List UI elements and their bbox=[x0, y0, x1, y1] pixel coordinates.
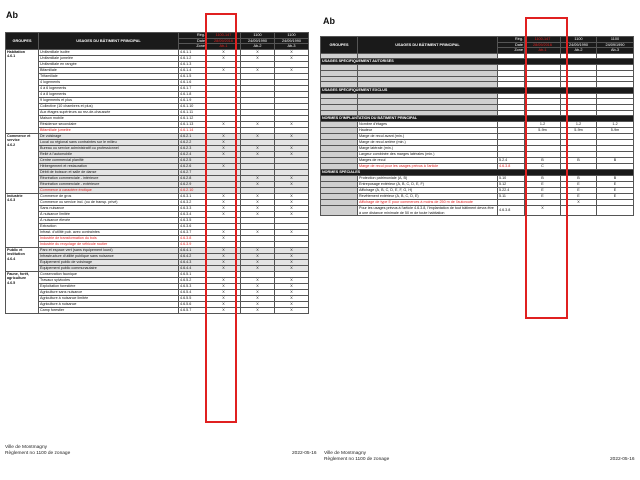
usage-name: Extraction bbox=[39, 223, 179, 229]
usage-name: Exploitation forestière bbox=[39, 283, 179, 289]
zone-mark: X bbox=[207, 295, 241, 301]
zone-mark: X bbox=[207, 301, 241, 307]
group-name bbox=[6, 193, 39, 247]
zone-mark: X bbox=[275, 175, 309, 181]
zone-mark: X bbox=[207, 49, 241, 55]
group-name bbox=[6, 133, 39, 193]
right-zone-ab1-name: Ab-1 bbox=[525, 48, 561, 54]
zone-mark: X bbox=[275, 265, 309, 271]
zone-mark: X bbox=[241, 175, 275, 181]
speciales-section-title: NORMES SPÉCIALES bbox=[321, 170, 634, 176]
zone-mark: X bbox=[241, 289, 275, 295]
article-ref: 4.6.1.4 bbox=[179, 67, 207, 73]
article-ref: 4.6.1.14 bbox=[179, 127, 207, 133]
zone-mark: X bbox=[207, 277, 241, 283]
zone-ab2-date: 24/09/1990 bbox=[241, 38, 275, 44]
right-footer bbox=[324, 451, 389, 463]
article-ref: 4.6.1.2 bbox=[179, 55, 207, 61]
usage-name: Trifamiliale bbox=[39, 73, 179, 79]
article-ref: 4.6.3.3 bbox=[179, 205, 207, 211]
zone-mark: X bbox=[275, 193, 309, 199]
zone-mark bbox=[597, 206, 634, 216]
article-ref: 4.6.1.8 bbox=[179, 91, 207, 97]
norm-name: Entreposage extérieur (A, B, C, D, E, F) bbox=[358, 182, 498, 188]
usage-name: Unifamiliale isolée bbox=[39, 49, 179, 55]
article-ref: 4.6.4.1 bbox=[179, 247, 207, 253]
zone-ab3-number: 1100 bbox=[275, 33, 309, 39]
usage-name: Infrastructure d'utilité publique sans nuisance bbox=[39, 253, 179, 259]
zone-mark: X bbox=[241, 205, 275, 211]
zone-ab1-name: Ab-1 bbox=[207, 44, 241, 50]
group-article: 4.6.5 bbox=[7, 280, 16, 285]
date-label: Date bbox=[179, 38, 207, 44]
article-ref: 4.6.4.4 bbox=[179, 265, 207, 271]
zone-mark: E bbox=[597, 188, 634, 194]
right-norms-table bbox=[320, 36, 634, 216]
zone-mark: X bbox=[241, 151, 275, 157]
zone-mark: X bbox=[241, 253, 275, 259]
zone-mark: X bbox=[207, 247, 241, 253]
zone-mark: X bbox=[275, 247, 309, 253]
article-ref: 4.6.1.5 bbox=[179, 73, 207, 79]
usages-header: USAGES DU BÂTIMENT PRINCIPAL bbox=[39, 33, 179, 50]
group-label: Industrie bbox=[7, 193, 23, 198]
usage-name: Récréation commerciale - extérieure bbox=[39, 181, 179, 187]
right-zone-label: Zone bbox=[498, 48, 525, 54]
zone-mark: X bbox=[275, 67, 309, 73]
excluded-section-title: USAGES SPÉCIFIQUEMENT EXCLUS bbox=[321, 87, 634, 93]
zone-mark: 5-9m bbox=[597, 128, 634, 134]
usage-name: Relié à l'automobile bbox=[39, 151, 179, 157]
zone-mark: X bbox=[241, 301, 275, 307]
usage-name: Industrie du recyclage de véhicule routier bbox=[39, 241, 179, 247]
article-ref: 4.6.3.7 bbox=[179, 229, 207, 235]
norm-name: Revêtement extérieur (A, B, C, D, E) bbox=[358, 194, 498, 200]
zone-mark: X bbox=[241, 49, 275, 55]
usage-name: Industrie de transformation du bois bbox=[39, 235, 179, 241]
article-ref: 4.6.3.8 bbox=[179, 235, 207, 241]
right-footer-doc: Règlement no 1100 de zonage bbox=[324, 457, 390, 462]
zone-mark: 1-2 bbox=[597, 122, 634, 128]
norm-name: Marges de recul bbox=[358, 158, 498, 164]
right-zone-ab1-highlight-box bbox=[525, 17, 568, 319]
article-ref: 4.6.2.5 bbox=[179, 157, 207, 163]
zone-mark: X bbox=[275, 55, 309, 61]
zone-mark: 1-2 bbox=[561, 122, 597, 128]
right-zone-ab1-date: 28/09/2016 bbox=[525, 42, 561, 48]
article-ref: 4.6.2.4 bbox=[179, 151, 207, 157]
zone-mark: X bbox=[275, 301, 309, 307]
right-footer-city: Ville de Montmagny bbox=[324, 451, 367, 456]
left-footer bbox=[5, 445, 70, 457]
right-reg-label: Rég. bbox=[498, 37, 525, 43]
zone-mark: X bbox=[207, 265, 241, 271]
zone-mark: E bbox=[561, 182, 597, 188]
right-zone-ab2-date: 24/09/1990 bbox=[561, 42, 597, 48]
footer-city: Ville de Montmagny bbox=[5, 445, 48, 450]
zone-mark: X bbox=[561, 200, 597, 206]
zone-mark: X bbox=[241, 247, 275, 253]
article-ref: 4.6.2.7 bbox=[179, 169, 207, 175]
usage-name: Local ou régional sans contraintes sur le milieu bbox=[39, 139, 179, 145]
special-note-row bbox=[321, 206, 634, 216]
zone-ab3-date: 24/09/1990 bbox=[275, 38, 309, 44]
norm-name: Pour les usages prévus à l'article 4.6.3.8, l'implantation de tout bâtiment devra être à une distance minimale de 50 m de toute habitation bbox=[358, 206, 498, 216]
zone-mark: E bbox=[525, 188, 561, 194]
norm-name: Nombre d'étages bbox=[358, 122, 498, 128]
zone-ab2-number: 1100 bbox=[241, 33, 275, 39]
usage-name: Bureau ou service administratif ou professionnel bbox=[39, 145, 179, 151]
article-ref: 4.6.5.7 bbox=[179, 307, 207, 313]
zone-label: Zone bbox=[179, 44, 207, 50]
right-footer-date: 2022-05-16 bbox=[610, 457, 635, 462]
group-name bbox=[6, 271, 39, 313]
group-label: Faune, forêt, agriculture bbox=[7, 271, 30, 281]
article-ref: 5.22.4 bbox=[498, 188, 525, 194]
zone-mark: X bbox=[207, 205, 241, 211]
article-ref: 4.6.3.4 bbox=[179, 211, 207, 217]
usage-name: Agriculture à nuisance bbox=[39, 301, 179, 307]
article-ref: 4.6.5.3 bbox=[179, 283, 207, 289]
article-ref: 4.6.1.9 bbox=[179, 97, 207, 103]
group-label: Public et institution bbox=[7, 247, 25, 257]
zone-mark: E bbox=[597, 182, 634, 188]
zone-mark: X bbox=[275, 253, 309, 259]
zone-mark: E bbox=[561, 188, 597, 194]
article-ref: 4.6.1.1 bbox=[179, 49, 207, 55]
zone-mark: X bbox=[207, 211, 241, 217]
article-ref: 4.6.3.9 bbox=[179, 241, 207, 247]
zone-mark: X bbox=[207, 259, 241, 265]
zone-ab1-date: 28/09/2016 bbox=[207, 38, 241, 44]
zone-mark: X bbox=[275, 229, 309, 235]
zone-mark: X bbox=[207, 283, 241, 289]
usage-name: Agriculture à nuisance limitée bbox=[39, 295, 179, 301]
article-ref: 4.6.1.12 bbox=[179, 115, 207, 121]
zone-ab2-name: Ab-2 bbox=[241, 44, 275, 50]
zone-ab3-name: Ab-3 bbox=[275, 44, 309, 50]
zone-mark: X bbox=[275, 121, 309, 127]
zone-mark: E bbox=[561, 194, 597, 200]
group-article: 4.6.1 bbox=[7, 54, 16, 59]
reg-label: Rég. bbox=[179, 33, 207, 39]
usage-name: Centre commercial planifié bbox=[39, 157, 179, 163]
article-ref: 4.6.2.8 bbox=[179, 175, 207, 181]
usage-name: Agriculture sans nuisance bbox=[39, 289, 179, 295]
norm-name: Marge de recul pour les usages prévus à l'article bbox=[358, 164, 498, 170]
zone-mark: 5-9m bbox=[561, 128, 597, 134]
zone-mark: X bbox=[275, 181, 309, 187]
zone-mark: X bbox=[275, 307, 309, 313]
usage-name: Travaux sylvicoles bbox=[39, 277, 179, 283]
right-usages-header: USAGES DU BÂTIMENT PRINCIPAL bbox=[358, 37, 498, 54]
zone-mark: X bbox=[207, 229, 241, 235]
zone-mark: B bbox=[597, 158, 634, 164]
zone-mark: X bbox=[275, 259, 309, 265]
article-ref: 4.6.2.6 bbox=[179, 163, 207, 169]
zone-mark: B bbox=[525, 158, 561, 164]
zone-mark: 5-9m bbox=[525, 128, 561, 134]
zone-mark: E bbox=[525, 194, 561, 200]
article-ref: 4.6.2.9 bbox=[179, 181, 207, 187]
normes-section-title: NORMES D'IMPLANTATION DU BÂTIMENT PRINCIPAL bbox=[321, 116, 634, 122]
article-ref: 4.6.3.8 bbox=[498, 206, 525, 216]
article-ref: 5.10 bbox=[498, 176, 525, 182]
article-ref: 4.6.5.1 bbox=[179, 271, 207, 277]
article-ref: 4.6.5.6 bbox=[179, 301, 207, 307]
zone-ab1-highlight-box bbox=[205, 13, 237, 423]
zone-mark: X bbox=[275, 151, 309, 157]
zone-mark: X bbox=[241, 295, 275, 301]
zone-mark: X bbox=[241, 265, 275, 271]
zone-mark: X bbox=[275, 283, 309, 289]
article-ref: 4.6.5.4 bbox=[179, 289, 207, 295]
right-zone-ab2-name: Ab-2 bbox=[561, 48, 597, 54]
zone-mark: X bbox=[241, 259, 275, 265]
zone-mark: E bbox=[525, 182, 561, 188]
norm-name: Affichage de type E pour commerces à moins de 250 m de l'autoroute bbox=[358, 200, 498, 206]
right-zone-ab2-number: 1100 bbox=[561, 37, 597, 43]
right-page bbox=[320, 0, 640, 480]
usage-name: Maison mobile bbox=[39, 115, 179, 121]
zone-mark: X bbox=[207, 67, 241, 73]
usage-name: Unifamiliale jumelée bbox=[39, 55, 179, 61]
zone-mark: B bbox=[561, 158, 597, 164]
right-zone-ab3-date: 24/09/1990 bbox=[597, 42, 634, 48]
zone-mark: X bbox=[207, 163, 241, 169]
left-zone-code: Ab bbox=[6, 10, 18, 20]
article-ref: 4.6.3.6 bbox=[179, 223, 207, 229]
zone-mark: X bbox=[275, 211, 309, 217]
group-article: 4.6.4 bbox=[7, 256, 16, 261]
zone-mark: 1-2 bbox=[525, 122, 561, 128]
zone-mark: X bbox=[275, 133, 309, 139]
norm-name: Protection patrimoniale (A, B) bbox=[358, 176, 498, 182]
zone-mark: X bbox=[207, 139, 241, 145]
right-zone-ab3-number: 1100 bbox=[597, 37, 634, 43]
usage-name: Débit de boisson et salle de danse bbox=[39, 169, 179, 175]
usage-name: Parc et espace vert (sans équipement lourd) bbox=[39, 247, 179, 253]
article-ref: 4.6.1.10 bbox=[179, 103, 207, 109]
usage-name: 9 logements et plus bbox=[39, 97, 179, 103]
zone-mark: X bbox=[241, 211, 275, 217]
usage-name: Commerce à caractère érotique bbox=[39, 187, 179, 193]
zone-ab1-number: 1100-147 bbox=[207, 33, 241, 39]
usage-name: Camp forestier bbox=[39, 307, 179, 313]
zone-mark: X bbox=[241, 133, 275, 139]
zone-mark: E bbox=[597, 194, 634, 200]
usage-name: Équipement public communautaire bbox=[39, 265, 179, 271]
article-ref: 4.6.3.2 bbox=[179, 199, 207, 205]
zone-mark: X bbox=[207, 121, 241, 127]
group-article: 4.6.2 bbox=[7, 142, 16, 147]
article-ref: 4.6.4.3 bbox=[179, 259, 207, 265]
usage-name: 4 logements bbox=[39, 79, 179, 85]
zone-mark: X bbox=[275, 145, 309, 151]
article-ref: 4.6.1.11 bbox=[179, 109, 207, 115]
zone-mark: X bbox=[275, 277, 309, 283]
usage-name: De voisinage bbox=[39, 133, 179, 139]
zone-mark: X bbox=[241, 307, 275, 313]
usage-name: Conservation faunique bbox=[39, 271, 179, 277]
left-footer-date: 2022-05-16 bbox=[292, 451, 317, 456]
article-ref: 4.6.2.2 bbox=[179, 139, 207, 145]
article-ref: 4.6.3.5 bbox=[179, 217, 207, 223]
article-ref: 4.6.1.13 bbox=[179, 121, 207, 127]
usage-name: 4 à 6 logements bbox=[39, 85, 179, 91]
article-ref: 4.6.5.2 bbox=[179, 277, 207, 283]
zone-mark: X bbox=[207, 253, 241, 259]
zone-mark: X bbox=[241, 55, 275, 61]
usage-name: Résidence secondaire bbox=[39, 121, 179, 127]
zone-mark: X bbox=[207, 133, 241, 139]
group-name bbox=[6, 49, 39, 133]
usage-name: Unifamiliale en rangée bbox=[39, 61, 179, 67]
zone-mark: X bbox=[275, 295, 309, 301]
group-label: Commerce et service bbox=[7, 133, 31, 143]
zone-mark: B bbox=[561, 176, 597, 182]
article-ref: 4.6.5.5 bbox=[179, 295, 207, 301]
zone-mark: B bbox=[525, 176, 561, 182]
left-usage-table bbox=[5, 32, 309, 314]
right-zone-ab3-name: Ab-3 bbox=[597, 48, 634, 54]
group-label: Habitation bbox=[7, 49, 26, 54]
norm-name: Marge de recul avant (min.) bbox=[358, 134, 498, 140]
groupes-header: GROUPES bbox=[6, 33, 39, 50]
zone-mark: X bbox=[207, 193, 241, 199]
zone-mark: X bbox=[275, 289, 309, 295]
group-article: 4.6.3 bbox=[7, 198, 16, 203]
norm-name: Hauteur bbox=[358, 128, 498, 134]
norm-name: Largeur combinée des marges latérales (min.) bbox=[358, 152, 498, 158]
article-ref: 4.6.3.8 bbox=[498, 164, 525, 170]
article-ref: 4.6.4.2 bbox=[179, 253, 207, 259]
usage-row bbox=[6, 307, 309, 313]
right-date-label: Date bbox=[498, 42, 525, 48]
norm-name: Marge de recul arrière (min.) bbox=[358, 140, 498, 146]
zone-mark: X bbox=[275, 199, 309, 205]
zone-mark: X bbox=[241, 145, 275, 151]
zone-mark: X bbox=[207, 235, 241, 241]
zone-mark: X bbox=[241, 121, 275, 127]
zone-mark: X bbox=[207, 307, 241, 313]
zone-mark: X bbox=[275, 49, 309, 55]
zone-mark: X bbox=[207, 289, 241, 295]
usage-name: Équipement public de voisinage bbox=[39, 259, 179, 265]
usage-name: Sans nuisance bbox=[39, 205, 179, 211]
usage-name: À nuisance élevée bbox=[39, 217, 179, 223]
empty-cell bbox=[321, 206, 358, 216]
zone-mark: X bbox=[525, 206, 561, 216]
norm-name: Affichage (A, B, C, D, E, F, G, H) bbox=[358, 188, 498, 194]
group-name bbox=[6, 247, 39, 271]
zone-mark: X bbox=[241, 229, 275, 235]
usage-name: À nuisance limitée bbox=[39, 211, 179, 217]
usage-name: Infrast. d'utilité pub. avec contraintes bbox=[39, 229, 179, 235]
zone-mark: X bbox=[241, 67, 275, 73]
article-ref: 4.6.3.1 bbox=[179, 193, 207, 199]
right-zone-code: Ab bbox=[323, 16, 335, 26]
article-ref: 4.6.1.3 bbox=[179, 61, 207, 67]
article-ref: 5.12 bbox=[498, 182, 525, 188]
right-zone-ab1-number: 1100-147 bbox=[525, 37, 561, 43]
zone-mark: X bbox=[241, 199, 275, 205]
article-ref: 4.6.1.7 bbox=[179, 85, 207, 91]
authorized-section-title: USAGES SPÉCIFIQUEMENT AUTORISÉS bbox=[321, 59, 634, 65]
zone-mark: X bbox=[207, 199, 241, 205]
article-ref: 4.6.2.3 bbox=[179, 145, 207, 151]
zone-mark: X bbox=[275, 205, 309, 211]
right-groupes-header: GROUPES bbox=[321, 37, 358, 54]
footer-doc: Règlement no 1100 de zonage bbox=[5, 451, 71, 456]
article-ref: 4.6.2.1 bbox=[179, 133, 207, 139]
article-ref: 4.6.2.10 bbox=[179, 187, 207, 193]
usage-name: Commerce ou service incl. (ou de transp. privé) bbox=[39, 199, 179, 205]
zone-mark: X bbox=[241, 193, 275, 199]
usage-name: Récréation commerciale - intérieure bbox=[39, 175, 179, 181]
zone-mark: X bbox=[241, 283, 275, 289]
zone-mark: X bbox=[207, 151, 241, 157]
article-ref: 5.11 bbox=[498, 194, 525, 200]
usage-name: Bifamiliale bbox=[39, 67, 179, 73]
zone-mark: X bbox=[241, 181, 275, 187]
zone-mark: C bbox=[525, 164, 561, 170]
article-ref: 4.6.1.6 bbox=[179, 79, 207, 85]
usage-name: Bifamiliale jumelée bbox=[39, 127, 179, 133]
article-ref: 5.2.4 bbox=[498, 158, 525, 164]
norm-name: Marge latérale (min.) bbox=[358, 146, 498, 152]
zone-mark: X bbox=[207, 55, 241, 61]
usage-name: Hébergement et restauration bbox=[39, 163, 179, 169]
usage-name: Collective (10 chambres et plus) bbox=[39, 103, 179, 109]
zone-mark: X bbox=[241, 277, 275, 283]
usage-name: 4 à 8 logements bbox=[39, 91, 179, 97]
usage-name: Commerce de gros bbox=[39, 193, 179, 199]
zone-mark: X bbox=[207, 145, 241, 151]
zone-mark: B bbox=[597, 176, 634, 182]
usage-name: Aux étages supérieurs au rez-de-chaussée bbox=[39, 109, 179, 115]
